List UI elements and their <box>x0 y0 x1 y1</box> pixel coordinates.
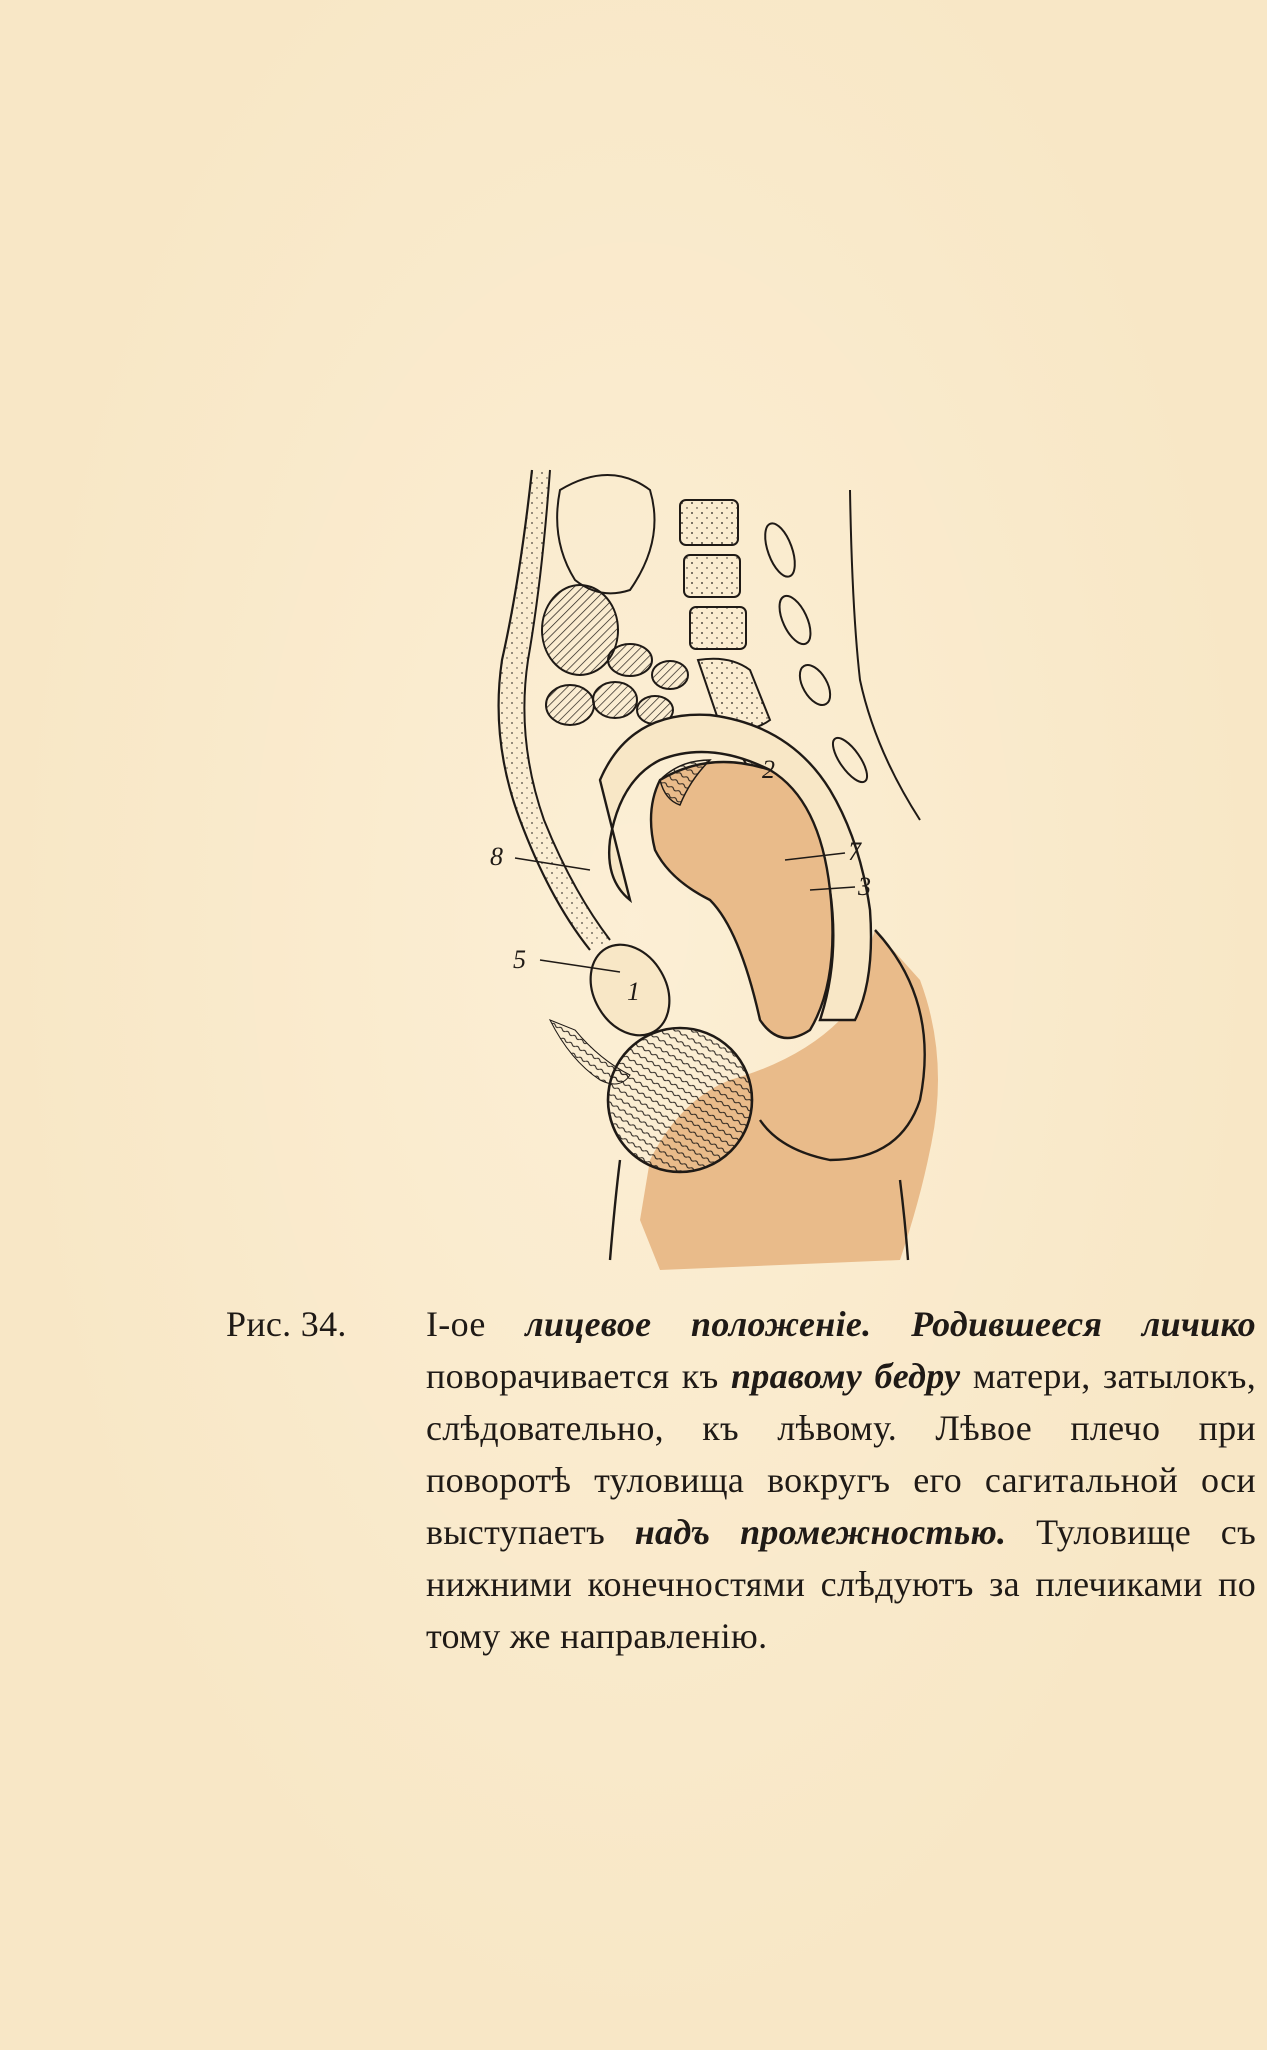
upper-organ <box>557 475 654 593</box>
anatomical-illustration <box>480 460 1000 1280</box>
intestine-loop <box>608 644 652 676</box>
caption-figure-number: Рис. 34. <box>226 1304 347 1344</box>
caption-emphasis: лицевое положеніе. Родившееся личико <box>525 1304 1256 1344</box>
intestine-loop <box>652 661 688 689</box>
thigh-line <box>610 1160 620 1260</box>
caption-segment: матери, затылокъ, слѣдовательно, къ лѣвому. Лѣвое плечо при поворотѣ туловища вокругъ его сагитальной оси выступаетъ <box>426 1356 1256 1552</box>
caption-segment: Туловище съ нижними конечностями слѣдуютъ за плечиками по тому же направленію. <box>426 1512 1257 1656</box>
figure-label-1: 1 <box>627 977 640 1006</box>
caption-segment: I-ое <box>426 1304 526 1344</box>
intestine-loop <box>546 685 594 725</box>
figure-label-8: 8 <box>490 842 503 871</box>
figure-label-7: 7 <box>848 837 861 866</box>
back-skin-line <box>850 490 920 820</box>
caption-segment: поворачивается къ <box>426 1356 731 1396</box>
figure-label-3: 3 <box>858 872 871 901</box>
caption-emphasis: надъ промежностью. <box>634 1512 1007 1552</box>
figure-label-2: 2 <box>762 755 775 784</box>
emerging-head <box>608 1028 752 1172</box>
intestine-loop <box>542 585 618 675</box>
caption-emphasis: правому бедру <box>731 1356 961 1396</box>
intestine-loop <box>593 682 637 718</box>
caption-text <box>426 1298 1256 1662</box>
figure-label-5: 5 <box>513 945 526 974</box>
pelvis-section-drawing <box>480 460 1000 1280</box>
